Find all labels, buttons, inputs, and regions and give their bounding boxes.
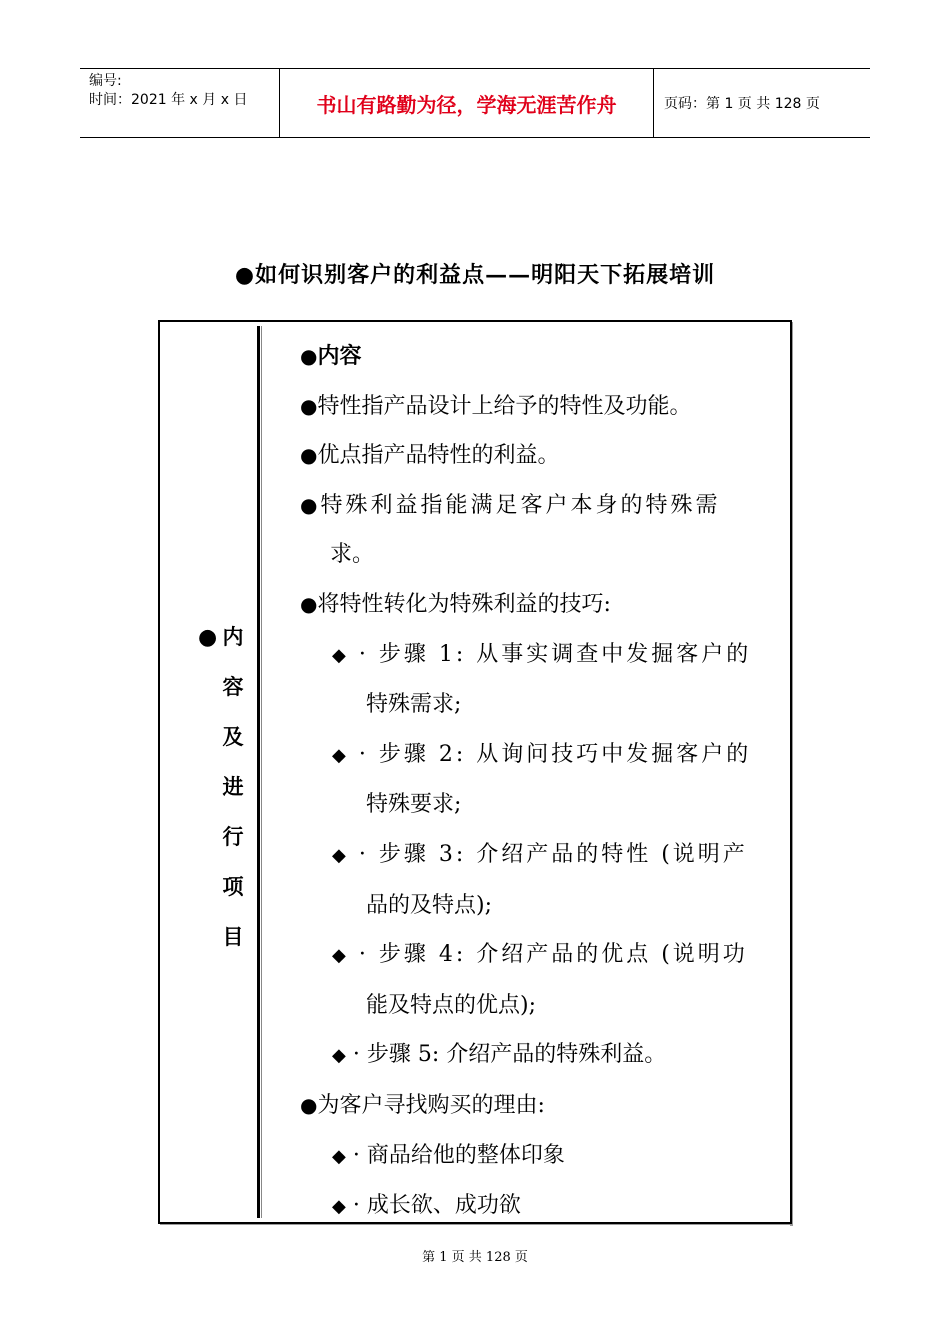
document-number-label: 编号:: [89, 73, 122, 89]
content-table: [158, 320, 792, 1224]
list-item: ●将特性转化为特殊利益的技巧:: [300, 591, 611, 617]
diamond-icon: ◆: [332, 1045, 346, 1067]
side-label-char: 项: [222, 874, 244, 899]
header-motto: 书山有路勤为径，学海无涯苦作舟: [280, 69, 654, 137]
side-label-char: 及: [222, 724, 244, 749]
step-item-continuation: 特殊要求;: [366, 792, 462, 818]
side-label-char: 目: [222, 924, 244, 949]
step-item-continuation: 特殊需求;: [366, 692, 462, 718]
page-title: ●如何识别客户的利益点——明阳天下拓展培训: [234, 262, 716, 288]
page-footer: 第 1 页 共 128 页: [422, 1250, 528, 1265]
diamond-icon: ◆: [332, 644, 349, 666]
step-item: ◆ · 成长欲、成功欲: [300, 1181, 790, 1232]
column-divider-shade: [261, 326, 262, 1218]
list-item: ●特性指产品设计上给予的特性及功能。: [300, 393, 692, 419]
content-heading: ●内容: [300, 343, 362, 369]
bullet-icon: ●: [300, 1092, 318, 1117]
column-divider: [257, 326, 260, 1218]
bullet-icon: ●: [300, 492, 321, 517]
bullet-icon: ●: [300, 344, 318, 368]
list-item: ●为客户寻找购买的理由:: [300, 1092, 545, 1118]
diamond-icon: ◆: [332, 844, 349, 866]
step-item: ◆ · 步骤 3: 介绍产品的特性 (说明产: [300, 830, 790, 881]
diamond-icon: ◆: [332, 744, 349, 766]
header-meta: [80, 69, 280, 137]
bullet-icon: ●: [198, 624, 218, 650]
step-item: ◆ · 商品给他的整体印象: [300, 1131, 790, 1182]
side-label-char: 容: [222, 674, 244, 699]
step-item: ◆ · 步骤 2: 从询问技巧中发掘客户的: [300, 730, 790, 781]
list-item: ●特殊利益指能满足客户本身的特殊需: [300, 492, 721, 518]
bullet-icon: ●: [300, 591, 318, 616]
list-item-continuation: 求。: [330, 542, 375, 568]
side-label-char: 进: [222, 774, 244, 799]
diamond-icon: ◆: [332, 1196, 346, 1218]
document-date: 时间：2021 年 x 月 x 日: [89, 92, 248, 108]
list-item: ●优点指产品特性的利益。: [300, 443, 560, 469]
bullet-icon: ●: [300, 443, 318, 468]
side-label: [198, 612, 244, 962]
side-label-char: 内: [222, 624, 244, 649]
step-item-continuation: 能及特点的优点);: [366, 992, 536, 1018]
step-item: ◆ · 步骤 4: 介绍产品的优点 (说明功: [300, 930, 790, 981]
step-item: ◆ · 步骤 1: 从事实调查中发掘客户的: [300, 630, 790, 681]
content-body: [300, 332, 790, 1232]
step-item-continuation: 品的及特点);: [366, 892, 492, 918]
side-label-char: 行: [222, 824, 244, 849]
diamond-icon: ◆: [332, 945, 349, 967]
header-table: [80, 68, 870, 138]
header-page-info: 页码：第 1 页 共 128 页: [664, 96, 820, 112]
step-item: ◆ · 步骤 5: 介绍产品的特殊利益。: [300, 1030, 790, 1081]
diamond-icon: ◆: [332, 1145, 346, 1167]
bullet-icon: ●: [300, 393, 318, 418]
